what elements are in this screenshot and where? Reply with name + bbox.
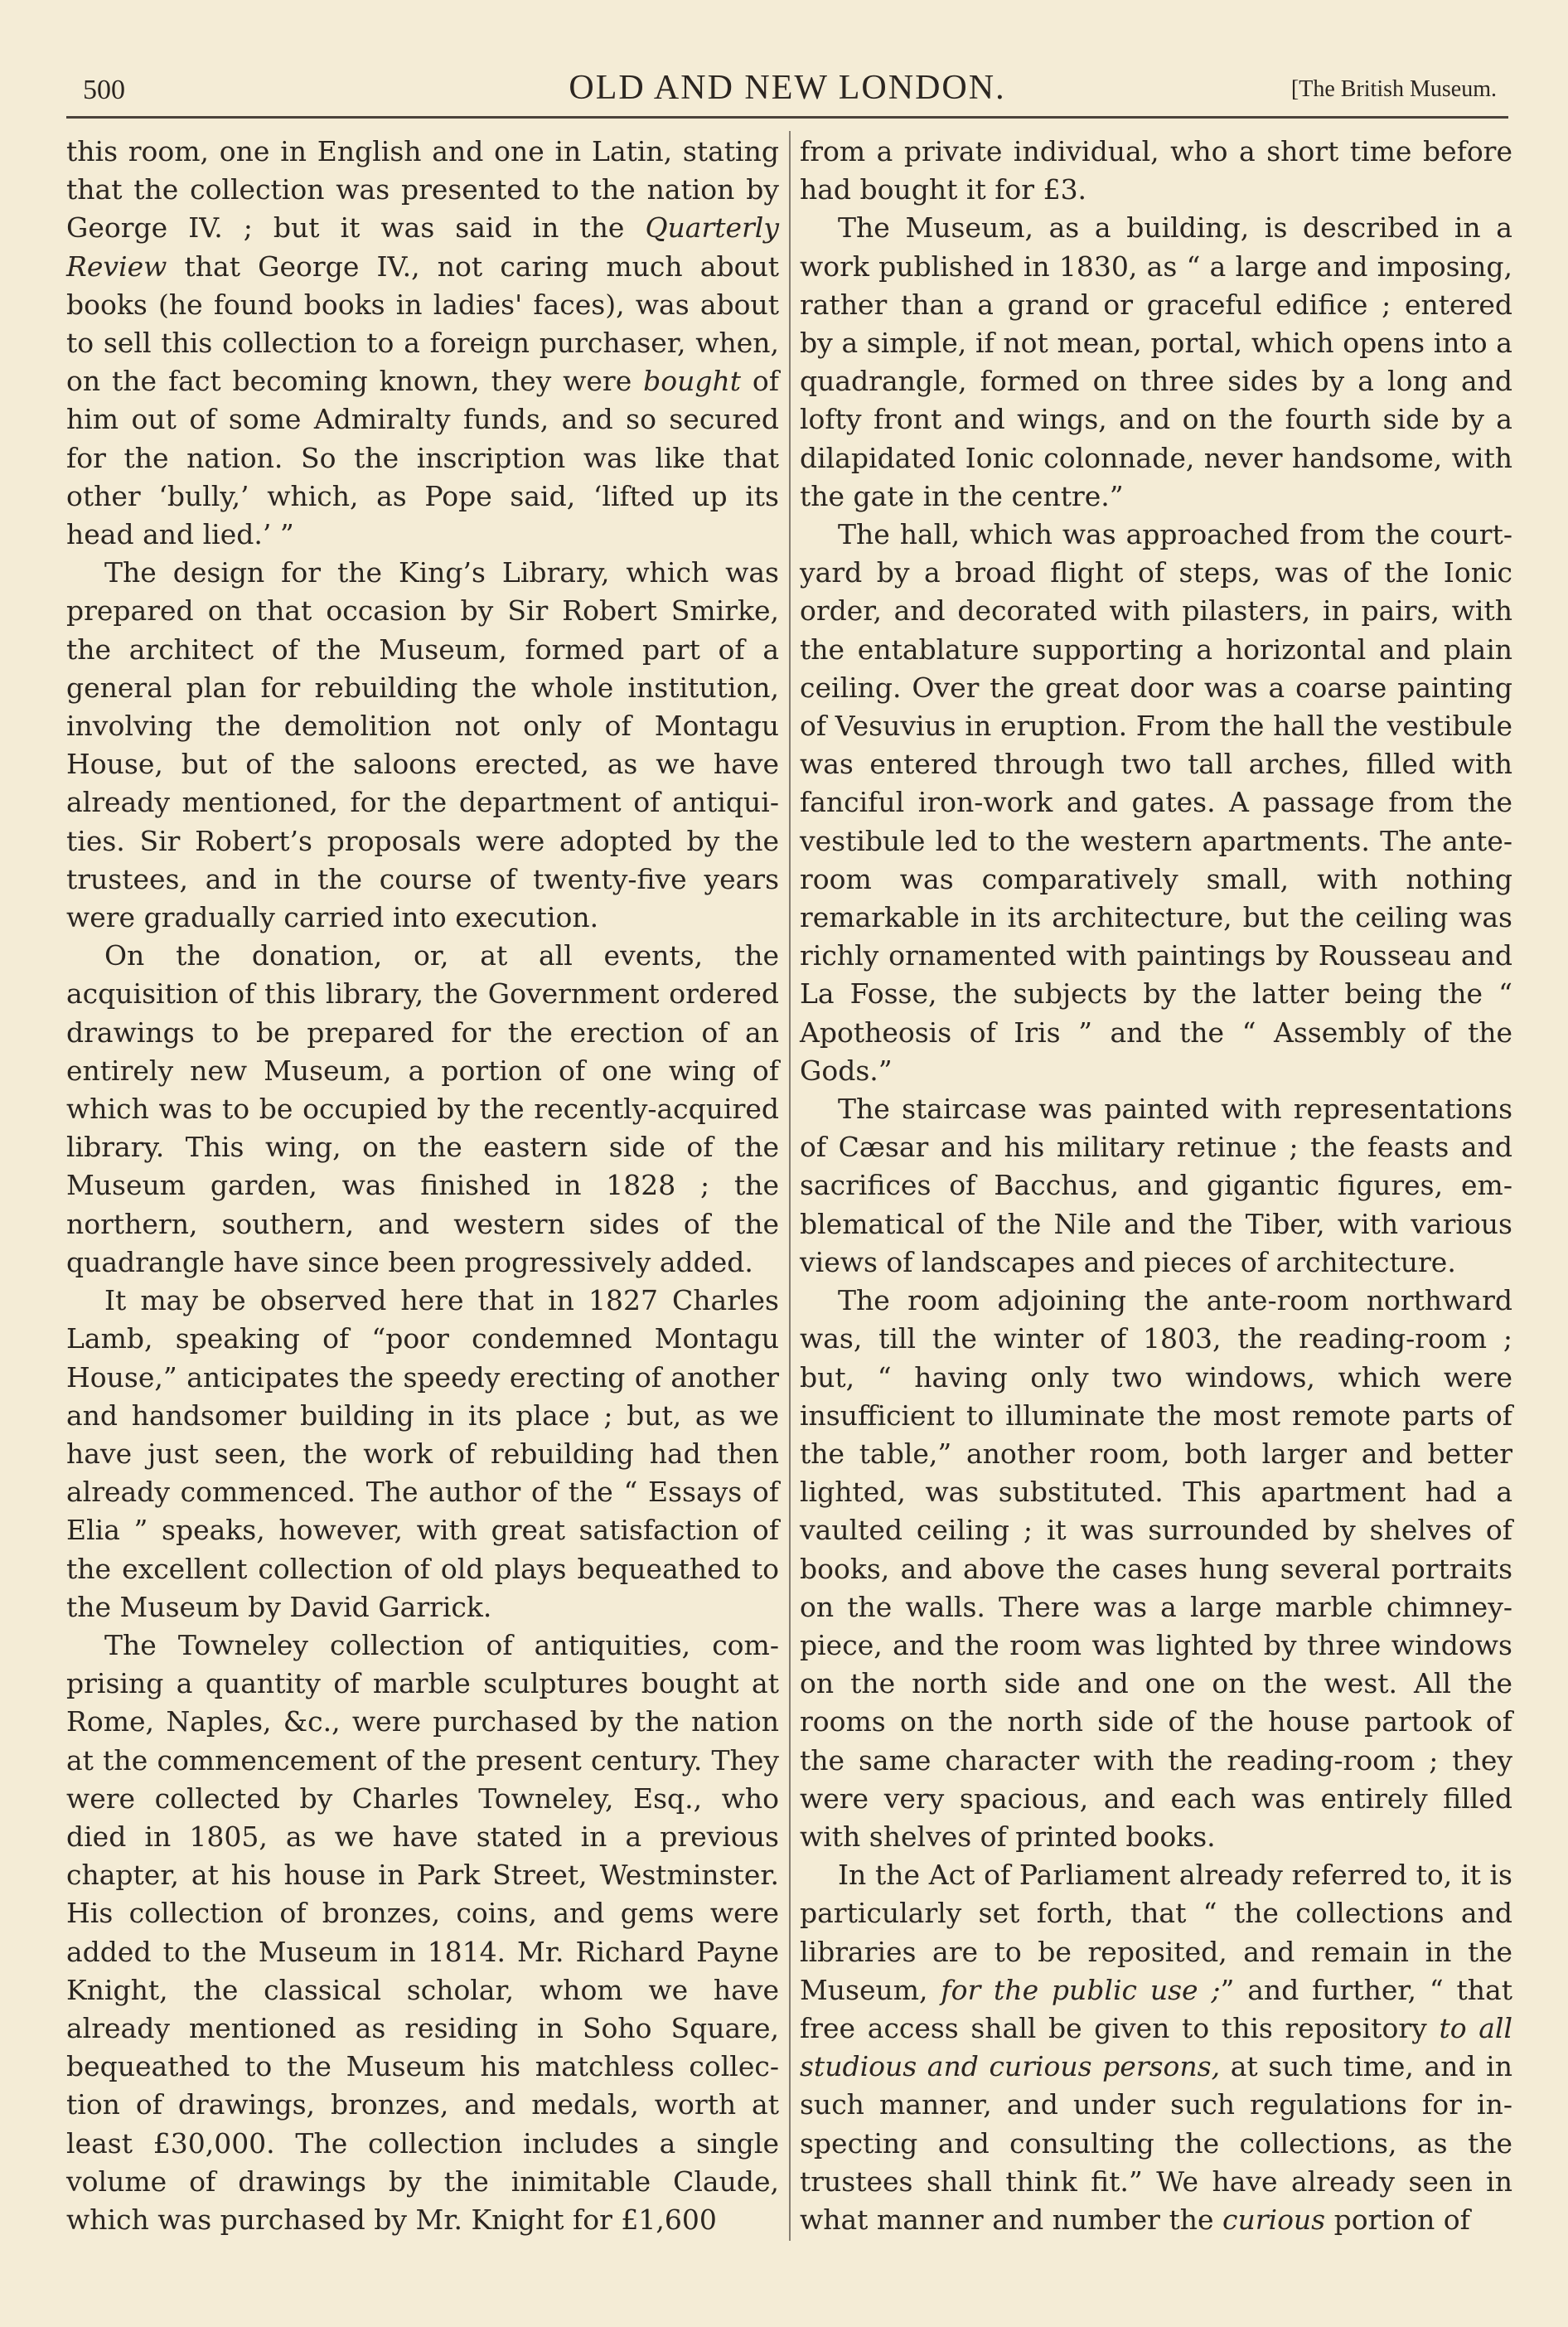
section-label: [The British Museum. (1290, 76, 1497, 102)
paragraph: The hall, which was approached from the courtyard by a broad flight of steps, was of the Ionic order, and decorated with pilasters, in pairs, with the entablature supporting a horizontal and plain ceiling. Over the great door was a coarse painting of Vesuvius in eruption. From the hall the vestibule was entered through two tall arches, filled with fanciful iron-work and gates. A passage from the vestibule led to the western apartments. The ante-room was comparatively small, with nothing remarkable in its architecture, but the ceiling was richly ornamented with paintings by Rousseau and La Fosse, the subjects by the latter being the “ Apotheosis of Iris ” and the “ Assembly of the Gods.” (800, 518, 1512, 1087)
left-column (66, 133, 779, 2239)
paragraph: from a private individual, who a short time before had bought it for £3. (800, 135, 1512, 206)
italic-text: Quarterly Review (66, 211, 779, 283)
page-header (66, 68, 1508, 118)
paragraph (66, 133, 779, 554)
paragraph: The Museum, as a building, is described in a work published in 1830, as “ a large and imposing, rather than a grand or graceful edifice ; entered by a simple, if not mean, portal, which opens into a quadrangle, formed on three sides by a long and lofty front and wings, and on the fourth side by a dilapidated Ionic colonnade, never handsome, with the gate in the centre.” (800, 211, 1512, 512)
text-run: portion of (1325, 2203, 1470, 2236)
page-number: 500 (83, 75, 125, 105)
text-run: of him out of some Admiralty funds, and so secured for the nation. So the inscription was like that other ‘bully,’ which, as Pope said, ‘lifted up its head and lied.’ ” (66, 365, 780, 551)
paragraph: The room adjoining the ante-room northward was, till the winter of 1803, the reading-room ; but, “ having only two windows, which were insufficient to illuminate the most remote parts of the table,” another room, both larger and better lighted, was substituted. This apartment had a vaulted ceiling ; it was surrounded by shelves of books, and above the cases hung several portraits on the walls. There was a large marble chimney-piece, and the room was lighted by three windows on the north side and one on the west. All the rooms on the north side of the house partook of the same character with the reading-room ; they were very spacious, and each was entirely filled with shelves of printed books. (800, 1284, 1512, 1853)
italic-text: bought (643, 365, 742, 398)
italic-text: curious (1222, 2203, 1326, 2236)
text-run: In the Act of Parliament already referred to, it is particularly set forth, that “ the collections and libraries are to be reposited, and remain in the Museum, (800, 1859, 1512, 2006)
right-column (800, 133, 1512, 2239)
text-run: that George IV., not caring much about books (he found books in ladies' faces), was about to sell this collection to a foreign purchaser, when, on the fact becoming known, they were (66, 250, 779, 398)
text-run: at such time, and in such manner, and under such regulations for inspecting and consulting the collections, as the trustees shall think fit.” We have already seen in what manner and number the (800, 2050, 1512, 2236)
italic-text: to all studious and curious persons, (800, 2011, 1512, 2083)
paragraph: On the donation, or, at all events, the acquisition of this library, the Government ordered drawings to be prepared for the erection of an entirely new Museum, a portion of one wing of which was to be occupied by the recently-acquired library. This wing, on the eastern side of the Museum garden, was finished in 1828 ; the northern, southern, and western sides of the quadrangle have since been progressively added. (66, 939, 779, 1278)
column-divider (789, 131, 791, 2241)
paragraph: The Towneley collection of antiquities, comprising a quantity of marble sculptures bought at Rome, Naples, &c., were purchased by the nation at the commencement of the present century. They were collected by Charles Towneley, Esq., who died in 1805, as we have stated in a previous chapter, at his house in Park Street, Westminster. His collection of bronzes, coins, and gems were added to the Museum in 1814. Mr. Richard Payne Knight, the classical scholar, whom we have already mentioned as residing in Soho Square, bequeathed to the Museum his matchless collection of drawings, bronzes, and medals, worth at least £30,000. The collection includes a single volume of drawings by the inimitable Claude, which was purchased by Mr. Knight for £1,600 (66, 1628, 779, 2236)
text-run: this room, one in English and one in Latin, stating that the collection was presented to the nation by George IV. ; but it was said in the (66, 135, 779, 245)
paragraph: The staircase was painted with representations of Cæsar and his military retinue ; the feasts and sacrifices of Bacchus, and gigantic figures, emblematical of the Nile and the Tiber, with various views of landscapes and pieces of architecture. (800, 1093, 1512, 1278)
paragraph (800, 1856, 1512, 2239)
paragraph: The design for the King’s Library, which was prepared on that occasion by Sir Robert Smirke, the architect of the Museum, formed part of a general plan for rebuilding the whole institution, involving the demolition not only of Montagu House, but of the saloons erected, as we have already mentioned, for the department of antiquities. Sir Robert’s proposals were adopted by the trustees, and in the course of twenty-five years were gradually carried into execution. (66, 556, 779, 934)
header-rule (66, 116, 1508, 119)
running-title: OLD AND NEW LONDON. (569, 69, 1006, 107)
italic-text: for the public use ; (941, 1973, 1221, 2006)
text-run: ” and further, “ that free access shall be given to this repository (800, 1973, 1512, 2044)
paragraph: It may be observed here that in 1827 Charles Lamb, speaking of “poor condemned Montagu House,” anticipates the speedy erecting of another and handsomer building in its place ; but, as we have just seen, the work of rebuilding had then already commenced. The author of the “ Essays of Elia ” speaks, however, with great satisfaction of the excellent collection of old plays bequeathed to the Museum by David Garrick. (66, 1284, 779, 1623)
